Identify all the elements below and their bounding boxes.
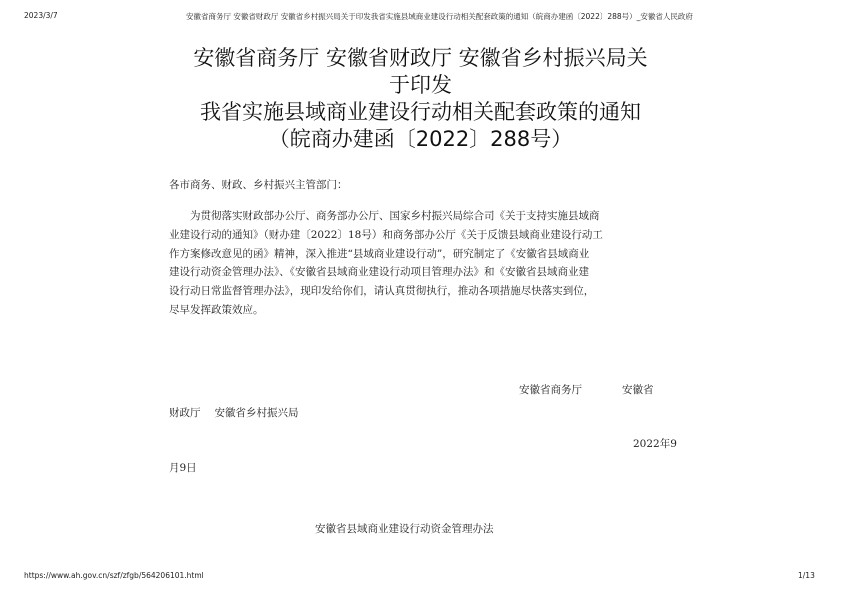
title-line-4: （皖商办建函〔2022〕288号）	[268, 127, 573, 151]
title-line-3: 我省实施县域商业建设行动相关配套政策的通知	[200, 100, 641, 124]
paragraph-line: 设行动日常监督管理办法》，现印发给你们，请认真贯彻执行，推动各项措施尽快落实到位，	[169, 285, 595, 298]
page-url: https://www.ah.gov.cn/szf/zfgb/564206101.html	[24, 571, 204, 580]
document-title	[150, 45, 691, 153]
paragraph-line: 为贯彻落实财政部办公厅、商务部办公厅、国家乡村振兴局综合司《关于支持实施县域商	[190, 210, 600, 222]
paragraph-line: 业建设行动的通知》（财办建〔2022〕18号）和商务部办公厅《关于反馈县域商业建设行动工	[169, 228, 603, 241]
paragraph-line: 尽早发挥政策效应。	[169, 303, 264, 316]
signature-line-1	[519, 382, 654, 397]
page-number: 1/13	[798, 571, 815, 580]
attachment-title: 安徽省县域商业建设行动资金管理办法	[315, 523, 494, 535]
signature-province-part: 安徽省	[622, 384, 654, 396]
signature-rural-bureau: 安徽省乡村振兴局	[214, 407, 299, 419]
paragraph-line: 建设行动资金管理办法》、《安徽省县域商业建设行动项目管理办法》和《安徽省县域商业建	[169, 266, 589, 279]
title-line-1: 安徽省商务厅 安徽省财政厅 安徽省乡村振兴局关	[193, 46, 648, 70]
title-line-2: 于印发	[389, 73, 452, 97]
issue-date-line-2: 月9日	[169, 462, 197, 474]
issue-date-line-1: 2022年9	[633, 438, 677, 450]
greeting: 各市商务、财政、乡村振兴主管部门：	[169, 179, 348, 191]
print-date: 2023/3/7	[24, 11, 58, 20]
signature-line-2	[169, 405, 299, 420]
signature-commerce-dept: 安徽省商务厅	[519, 384, 582, 396]
paragraph-line: 作方案修改意见的函》精神，深入推进“县域商业建设行动”，研究制定了《安徽省县域商业	[169, 247, 590, 260]
body-paragraph	[169, 207, 603, 320]
signature-finance-dept: 财政厅	[169, 407, 201, 419]
print-header-title: 安徽省商务厅 安徽省财政厅 安徽省乡村振兴局关于印发我省实施县域商业建设行动相关配套政策的通知（皖商办建函〔2022〕288号）_安徽省人民政府	[186, 12, 693, 21]
